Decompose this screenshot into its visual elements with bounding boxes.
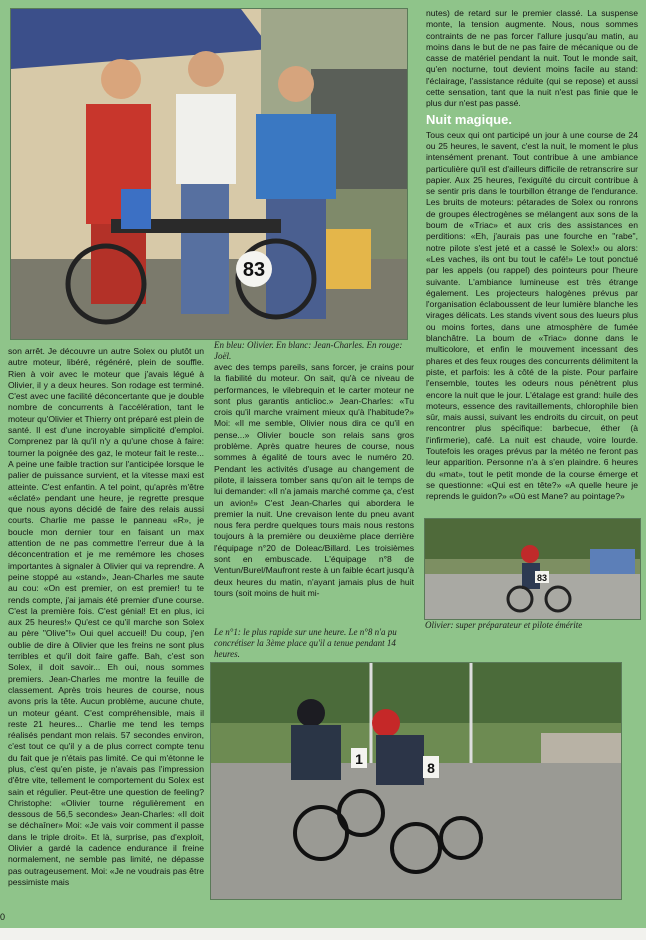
caption-bottom-photo: Le n°1: le plus rapide sur une heure. Le n°8 n'a pu concrétiser la 3ème place qu'il a tenue pendant 14 heures. xyxy=(214,627,397,659)
section-heading-nuit-magique: Nuit magique. xyxy=(426,111,512,127)
caption-top-photo: En bleu: Olivier. En blanc: Jean-Charles. En rouge: Joël. xyxy=(214,340,403,361)
caption-right-photo: Olivier: super préparateur et pilote émérite xyxy=(425,620,583,630)
page-number: 0 xyxy=(0,912,6,922)
middle-column-body: avec des temps pareils, sans forcer, je crains pour la fiabilité du moteur. On sait, qu'à ce niveau de performances, le vilebrequin et le carter moteur ne sont plus garantis anticlioc.» Jean-Charles: «Tu crois qu'il marche vraiment mieux qu'à l'habitude?» Moi: «Il me semble, Olivier nous dira ce qu'il en pense...» Olivier boucle son relais sans gros problème. Après quatre heures de course, nous sommes à égalité de tours avec le numéro 20. Pendant les activités d'usage au changement de pilote, il laissera tomber sans qu'on ait le temps de lui demander: «Il n'a jamais marché comme ça, c'est un avion!» C'est Jean-Charles qui abordera le premier la nuit. Une crevaison lente du pneu avant nous fera perdre quelques tours mais nous restons toujours à la première ou deuxième place derrière l'équipage n°20 de Doleac/Billard. Les troisièmes sont en embuscade. L'équipage n°8 de Ventun/Burel/Maufront reste à un faible écart jusqu'à deux heures du matin, n'ayant jamais plus de huit tours (soit moins de huit mi- xyxy=(214,362,414,598)
photo-bottom-number-right: 8 xyxy=(427,760,435,776)
photo-olivier-riding xyxy=(424,518,641,620)
right-column-intro: nutes) de retard sur le premier classé. La suspense monte, la tension augmente. Nous, nous sommes contraints de ne pas forcer l'allure jusqu'au matin, au moins dans le but de ne pas faire de mécanique ou de casse de matériel pendant la nuit. Tout le monde sait, qu'en nocturne, tout devient moins facile au stand: l'éclairage, l'assistance réduite (qui se repose) et aussi cette sensation, tant que la nuit n'est pas finie que le plus dur n'est pas passé. xyxy=(426,8,638,109)
photo-race-duel xyxy=(210,662,622,900)
left-column-body: son arrêt. Je découvre un autre Solex ou plutôt un autre moteur, libéré, régénéré, plein de souffle. Rien à voir avec le moteur que j'avais légué à Olivier, il y a deux heures. Son rodage est terminé. C'est avec une facilité déconcertante que je double nombre de concurrents à l'accélération, tant le moteur qu'Olivier et Thierry ont préparé est plein de santé. Il est d'une incroyable simplicité d'emploi. Comprenez par là qu'il n'y a qu'une chose à faire: tourner la poignée des gaz, le moteur fait le reste... A peine une faible traction sur l'anticipée lorsque le palier de puissance survient, et la vitesse maxi est atteinte. C'est enfantin. A tel point, qu'après m'être «éclaté» pendant une heure, je regrette presque que nous ayons décidé de faire des relais aussi courts. Charlie me passe le panneau «R», je boucle mon dernier tour en faisant un max attention de ne pas commettre l'erreur due à la déconcentration et je me remémore les choses importantes à signaler à Olivier qui va reprendre. A peine stoppé au «stand», Jean-Charles me saute au cou: «On est premier, on est premier! tu te rends compte, j'ai jamais été premier d'une course. C'est la première fois. C'est génial! Et en plus, ici aux 25 heures!» Qu'est ce qu'il marche son Solex au père "Olive"!» Oui quel accueil! Du coup, j'en oublie de dire à Olivier que les freins ne sont plus terribles et qu'il doit faire gaffe. Bah, c'est son Solex, il doit savoir... Eh oui, nous sommes premiers. Jean-Charles me montre la feuille de classement. Après trois heures de course, nous avons pris la tête. Aucun problème, aucune chute, un moteur géant. C'est compréhensible, mais il reste 21 heures... Charlie me tend les temps réalisés pendant mon relais. 57 secondes environ, c'est tout ce qu'il y a de plus correct compte tenu du fait que je n'étais pas limité. Ce qui m'étonne le plus, c'est qu'en piste, je n'avais pas l'impression d'être vite, tellement le comportement du Solex est sain et régulier. Peut-être une question de feeling? Christophe: «Olivier tourne régulièrement en dessous de 56,5 secondes» Jean-Charles: «Il doit se déchaîner» Moi: «Je vais voir comment il passe dans le triple droit». Et là, surprise, pas d'exploit, Olivier a gardé la cadence endurance il freine normalement, ne semble pas limité, ne dépasse pas outrageusement. Moi: «Je ne voudrais pas être pessimiste mais xyxy=(8,346,204,887)
column-right-top xyxy=(426,8,638,514)
photo-race-number: 83 xyxy=(242,259,266,281)
photo-team-stand xyxy=(10,8,408,340)
column-middle xyxy=(214,362,414,622)
photo-right-race-number: 83 xyxy=(536,573,548,583)
column-left xyxy=(8,346,204,906)
photo-bottom-number-left: 1 xyxy=(355,751,363,767)
right-column-body: Tous ceux qui ont participé un jour à une course de 24 ou 25 heures, le savent, c'est la nuit, le moment le plus intensément prenant. Tout contribue à une ambiance particulière qu'il est d'ailleurs difficile de retranscrire sur papier. Aux 25 heures, l'exiguïté du circuit contribue à se sentir pris dans le tourbillon étrange de l'endurance. Les bruits de moteurs: pétarades de Solex ou ronrons de groupes électrogènes se mélangent aux sons de la boum de «Triac» et aux cris des assistances en perditions: «Eh, j'aurais pas une fourche en "rabe", notre pilote s'est jeté et a cassé le Solex!» ou alors: «Les vaches, ils ont bu tout le café!» Le tout ponctué par les appels (ou rappel) des pointeurs pour l'heure suivante. L'ambiance lumineuse est très étrange également. Les projecteurs halogènes prévus par l'organisation éclaboussent de leur lumière blanche les virages délicats. Les stands vivent sous des lueurs plus ou moins fortes, dans une atmosphère de fumée blanchâtre. La boum de «Triac» donne dans le multicolore, et enfin le mouvement incessant des phares et des feux rouges des concurrents délimitent la piste, et parfois: les à côté de la piste. Pour parfaire l'ensemble, toutes les odeurs nous pénètrent plus encore la nuit que le jour. L'étalage est grand: huile des moteurs, essence des ravitaillements, chlorophile bien sûr, mais aussi, suivant les endroits du circuit, on peut rencontrer plus spécifique: barbecue, éther (à l'infirmerie), café. La nuit est chaude, voire lourde. Toutefois les orages prévus par la météo ne feront pas leur apparition. Personne n'a à s'en plaindre. 6 heures du «mat», tout le petit monde de la course émerge et se questionne: «Qui est en tête?» «A quelle heure je reprends le guidon?» «Où est Mane? au pointage?» xyxy=(426,129,638,502)
page-bottom-margin xyxy=(0,928,646,940)
